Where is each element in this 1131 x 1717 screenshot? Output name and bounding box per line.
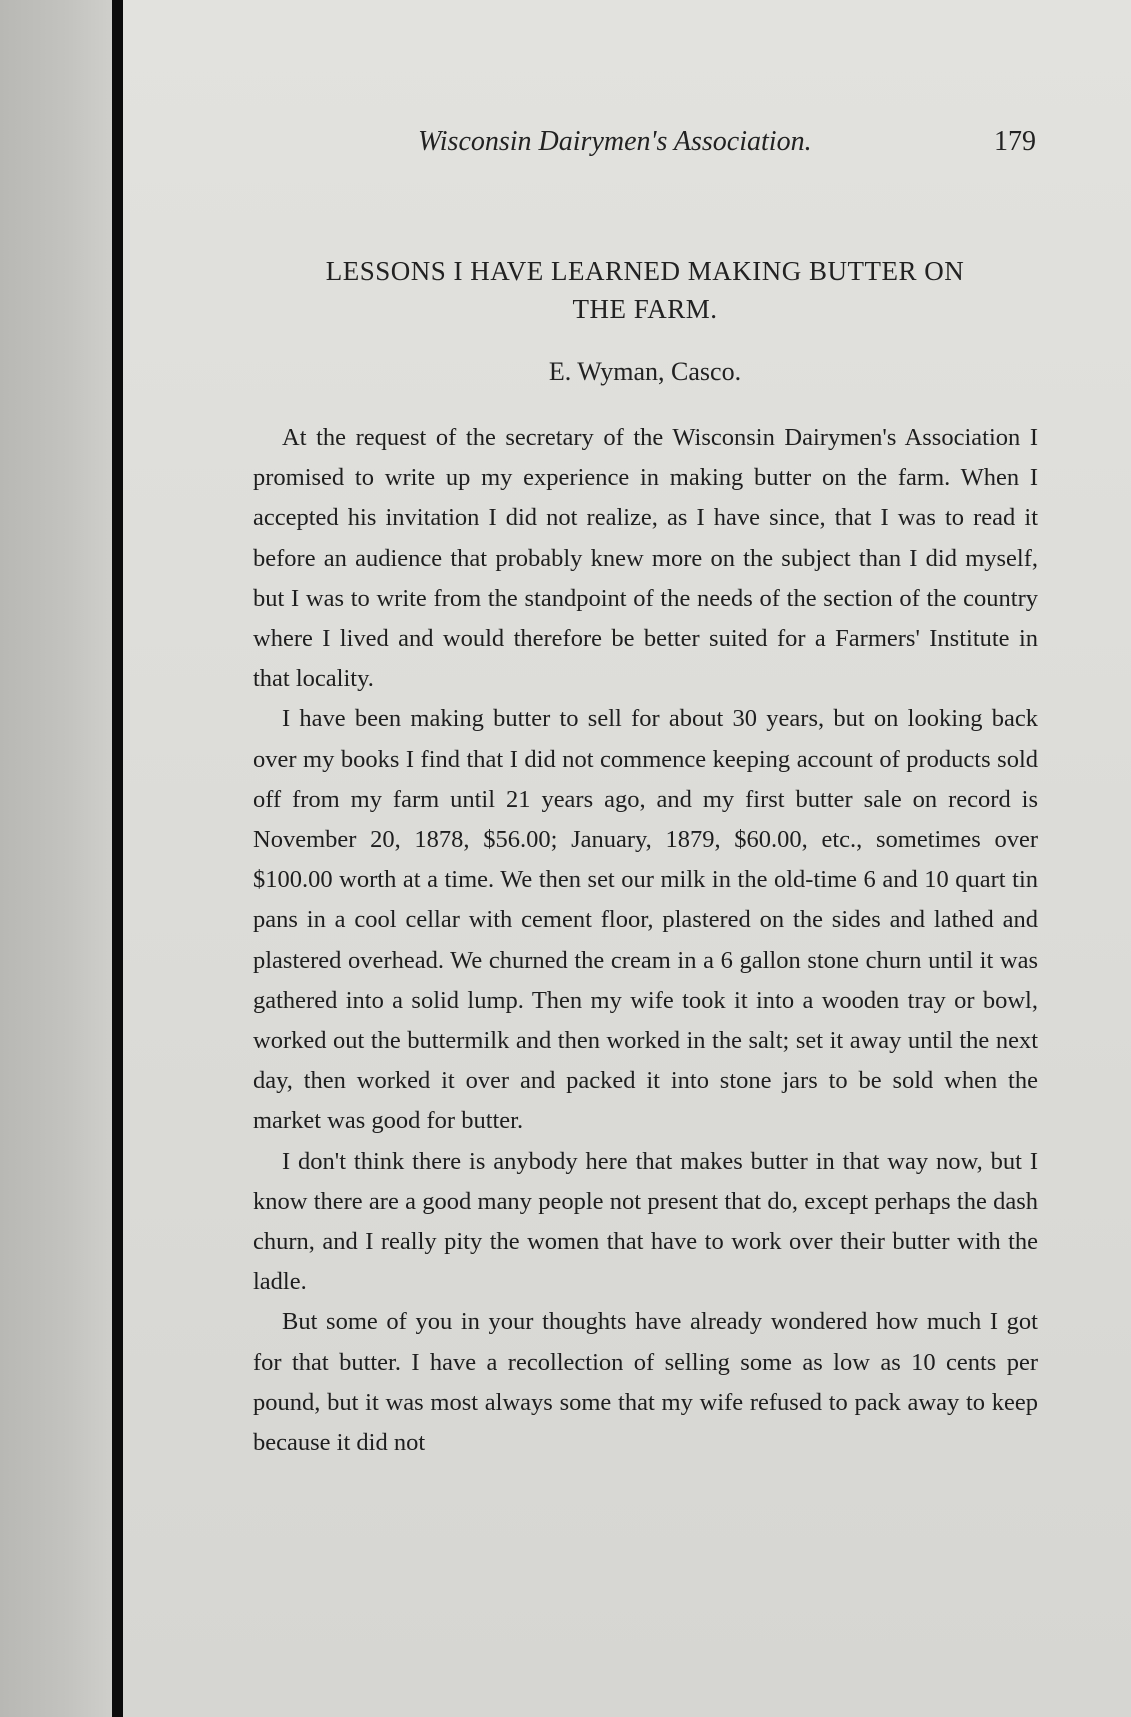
article-title	[250, 252, 1040, 328]
paragraph: At the request of the secretary of the Wisconsin Dairymen's Association I promised to write up my experience in making butter on the farm. When I accepted his invitation I did not realize, as I have since, that I was to read it before an audience that probably knew more on the subject than I did myself, but I was to write from the standpoint of the needs of the section of the country where I lived and would therefore be better suited for a Farmers' Institute in that locality.	[253, 424, 1038, 693]
book-spine-shadow	[112, 0, 123, 1717]
paragraph: I don't think there is anybody here that makes butter in that way now, but I know there are a good many people not present that do, except perhaps the dash churn, and I really pity the women that have to work over their butter with the ladle.	[253, 1147, 1038, 1296]
left-page-margin	[0, 0, 112, 1717]
running-title: Wisconsin Dairymen's Association.	[418, 126, 812, 157]
paragraph: But some of you in your thoughts have already wondered how much I got for that butter. I have a recollection of selling some as low as 10 cents per pound, but it was most always some that my wife refused to pack away to keep because it did not	[253, 1308, 1038, 1457]
author-byline: E. Wyman, Casco.	[548, 357, 742, 386]
article-body	[253, 418, 1038, 1463]
paragraph: I have been making butter to sell for about 30 years, but on looking back over my books I find that I did not commence keeping account of products sold off from my farm until 21 years ago, and my first butter sale on record is November 20, 1878, $56.00; January, 1879, $60.00, etc., sometimes over $100.00 worth at a time. We then set our milk in the old-time 6 and 10 quart tin pans in a cool cellar with cement floor, plastered on the sides and lathed and plastered overhead. We churned the cream in a 6 gallon stone churn until it was gathered into a solid lump. Then my wife took it into a wooden tray or bowl, worked out the buttermilk and then worked in the salt; set it away until the next day, then worked it over and packed it into stone jars to be sold when the market was good for butter.	[253, 705, 1038, 1135]
article-title-line-1: LESSONS I HAVE LEARNED MAKING BUTTER ON	[325, 256, 965, 286]
running-head	[300, 126, 1040, 166]
article-title-line-2: THE FARM.	[572, 294, 718, 324]
page-number: 179	[994, 126, 1036, 157]
